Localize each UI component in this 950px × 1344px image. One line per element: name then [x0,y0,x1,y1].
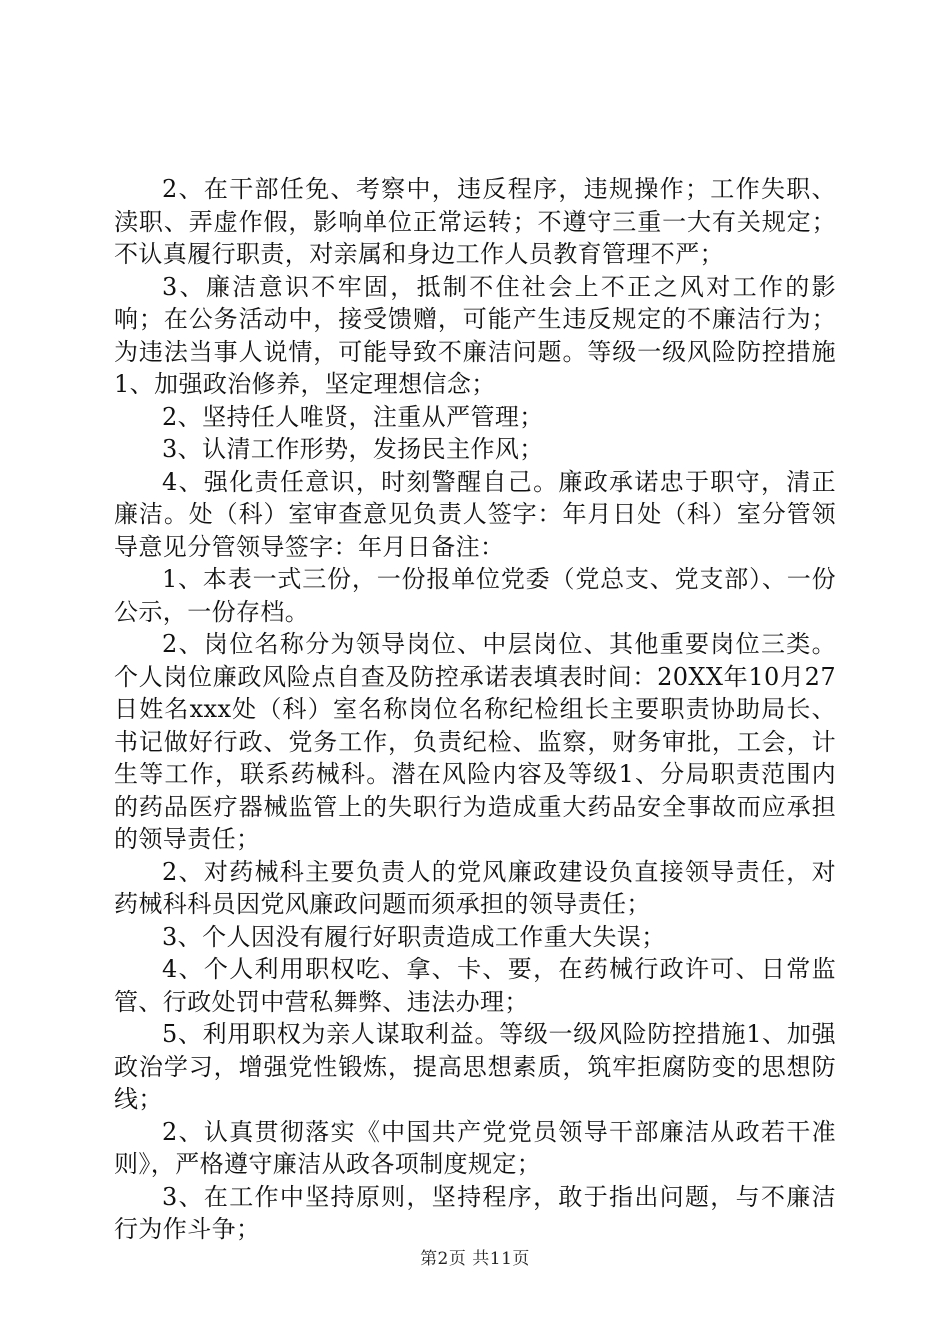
paragraph: 2、岗位名称分为领导岗位、中层岗位、其他重要岗位三类。个人岗位廉政风险点自查及防控承诺表填表时间：20XX年10月27日姓名xxx处（科）室名称岗位名称纪检组长主要职责协助局长、书记做好行政、党务工作，负责纪检、监察，财务审批，工会，计生等工作，联系药械科。潜在风险内容及等级1、分局职责范围内的药品医疗器械监管上的失职行为造成重大药品安全事故而应承担的领导责任； [114,630,836,853]
paragraph: 1、本表一式三份，一份报单位党委（党总支、党支部）、一份公示，一份存档。 [114,565,836,626]
paragraph: 5、利用职权为亲人谋取利益。等级一级风险防控措施1、加强政治学习，增强党性锻炼，提高思想素质，筑牢拒腐防变的思想防线； [114,1020,836,1113]
page-number-footer: 第2页 共11页 [420,1249,530,1269]
paragraph: 3、在工作中坚持原则，坚持程序，敢于指出问题，与不廉洁行为作斗争； [114,1182,836,1243]
document-body [114,173,836,1246]
paragraph: 3、认清工作形势，发扬民主作风； [162,435,544,463]
paragraph: 2、对药械科主要负责人的党风廉政建设负直接领导责任，对药械科科员因党风廉政问题而须承担的领导责任； [114,857,836,918]
paragraph: 4、强化责任意识，时刻警醒自己。廉政承诺忠于职守，清正廉洁。处（科）室审查意见负责人签字：年月日处（科）室分管领导意见分管领导签字：年月日备注： [114,467,836,561]
paragraph: 4、个人利用职权吃、拿、卡、要，在药械行政许可、日常监管、行政处罚中营私舞弊、违法办理； [114,955,836,1016]
paragraph: 2、认真贯彻落实《中国共产党党员领导干部廉洁从政若干准则》，严格遵守廉洁从政各项制度规定； [114,1117,836,1178]
paragraph: 2、在干部任免、考察中，违反程序，违规操作；工作失职、渎职、弄虚作假，影响单位正常运转；不遵守三重一大有关规定；不认真履行职责，对亲属和身边工作人员教育管理不严； [114,175,836,268]
paragraph: 3、个人因没有履行好职责造成工作重大失误； [162,922,666,951]
paragraph: 2、坚持任人唯贤，注重从严管理； [162,402,544,431]
paragraph: 3、廉洁意识不牢固，抵制不住社会上不正之风对工作的影响；在公务活动中，接受馈赠，可能产生违反规定的不廉洁行为；为违法当事人说情，可能导致不廉洁问题。等级一级风险防控措施1、加强政治修养，坚定理想信念； [114,272,836,398]
